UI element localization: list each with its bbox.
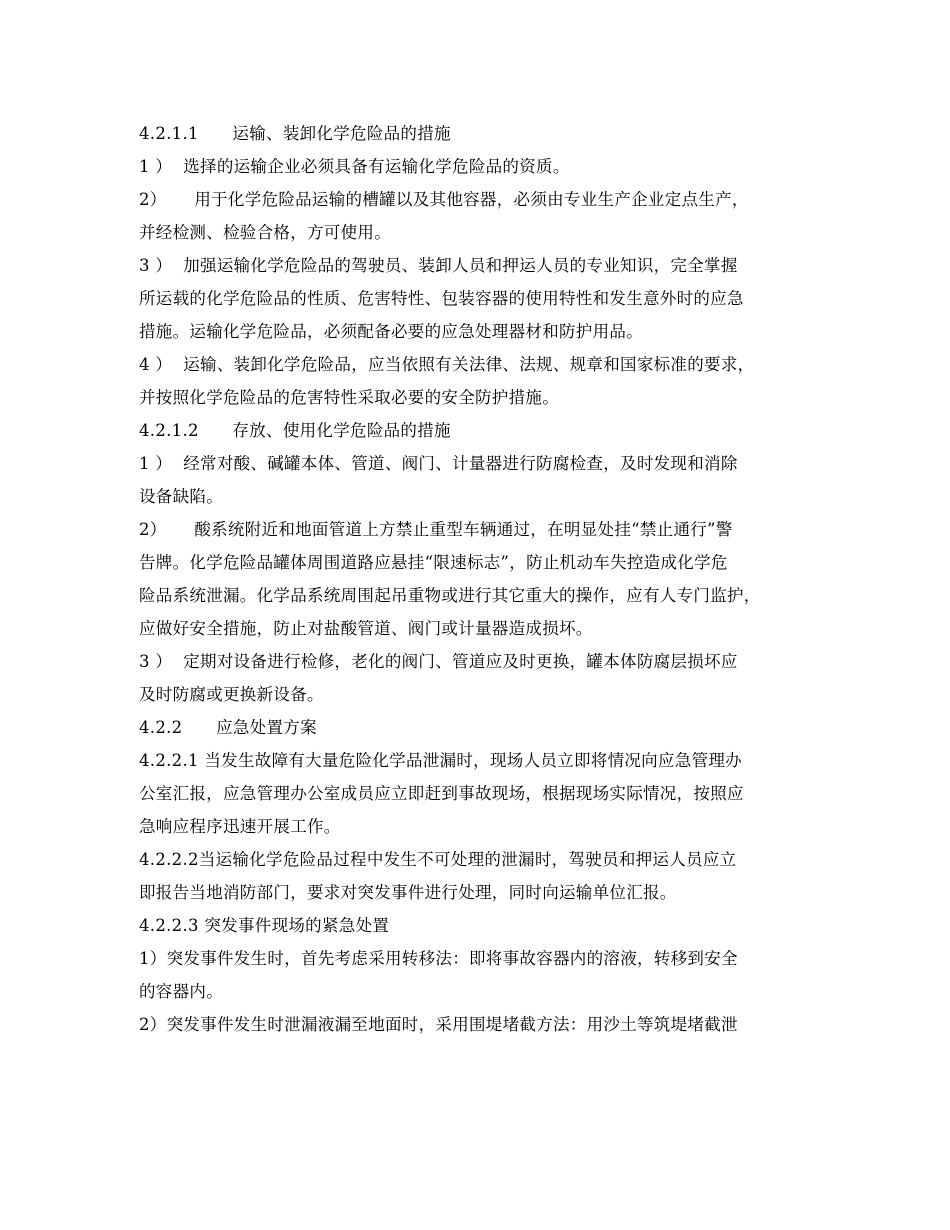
text-line: 急响应程序迅速开展工作。 (139, 817, 341, 836)
text-line: 应做好安全措施，防止对盐酸管道、阀门或计量器造成损坏。 (139, 619, 593, 638)
text-line: 2） 酸系统附近和地面管道上方禁止重型车辆通过，在明显处挂“禁止通行”警 (139, 520, 733, 539)
text-line: 所运载的化学危险品的性质、危害特性、包装容器的使用特性和发生意外时的应急 (139, 289, 744, 308)
text-line: 4.2.2.1 当发生故障有大量危险化学品泄漏时，现场人员立即将情况向应急管理办 (139, 751, 742, 770)
text-line: 险品系统泄漏。化学品系统周围起吊重物或进行其它重大的操作，应有人专门监护， (139, 586, 761, 605)
text-line: 2） 用于化学危险品运输的槽罐以及其他容器，必须由专业生产企业定点生产， (139, 190, 749, 209)
text-line: 措施。运输化学危险品，必须配备必要的应急处理器材和防护用品。 (139, 322, 643, 341)
text-line: 3 ） 加强运输化学危险品的驾驶员、装卸人员和押运人员的专业知识，完全掌握 (139, 256, 738, 275)
text-line: 并按照化学危险品的危害特性采取必要的安全防护措施。 (139, 388, 559, 407)
section-heading-4-2-2: 4.2.2 应急处置方案 (139, 718, 317, 737)
document-body (139, 117, 815, 1041)
text-line: 即报告当地消防部门，要求对突发事件进行处理，同时向运输单位汇报。 (139, 883, 677, 902)
text-line: 1 ） 经常对酸、碱罐本体、管道、阀门、计量器进行防腐检查，及时发现和消除 (139, 454, 738, 473)
text-line: 2）突发事件发生时泄漏液漏至地面时，采用围堤堵截方法：用沙土等筑堤堵截泄 (139, 1015, 738, 1034)
text-line: 1 ） 选择的运输企业必须具备有运输化学危险品的资质。 (139, 157, 570, 176)
section-heading-4-2-1-1: 4.2.1.1 运输、装卸化学危险品的措施 (139, 124, 451, 143)
text-line: 公室汇报，应急管理办公室成员应立即赶到事故现场，根据现场实际情况，按照应 (139, 784, 744, 803)
text-line: 4 ） 运输、装卸化学危险品，应当依照有关法律、法规、规章和国家标准的要求， (139, 355, 755, 374)
text-line: 并经检测、检验合格，方可使用。 (139, 223, 391, 242)
text-line: 告牌。化学危险品罐体周围道路应悬挂“限速标志”，防止机动车失控造成化学危 (139, 553, 728, 572)
section-heading-4-2-1-2: 4.2.1.2 存放、使用化学危险品的措施 (139, 421, 451, 440)
text-line: 3 ） 定期对设备进行检修，老化的阀门、管道应及时更换，罐本体防腐层损坏应 (139, 652, 738, 671)
text-line: 设备缺陷。 (139, 487, 223, 506)
text-line: 1）突发事件发生时，首先考虑采用转移法：即将事故容器内的溶液，转移到安全 (139, 949, 738, 968)
text-line: 4.2.2.2当运输化学危险品过程中发生不可处理的泄漏时，驾驶员和押运人员应立 (139, 850, 737, 869)
section-heading-4-2-2-3: 4.2.2.3 突发事件现场的紧急处置 (139, 916, 390, 935)
text-line: 的容器内。 (139, 982, 223, 1001)
text-line: 及时防腐或更换新设备。 (139, 685, 324, 704)
